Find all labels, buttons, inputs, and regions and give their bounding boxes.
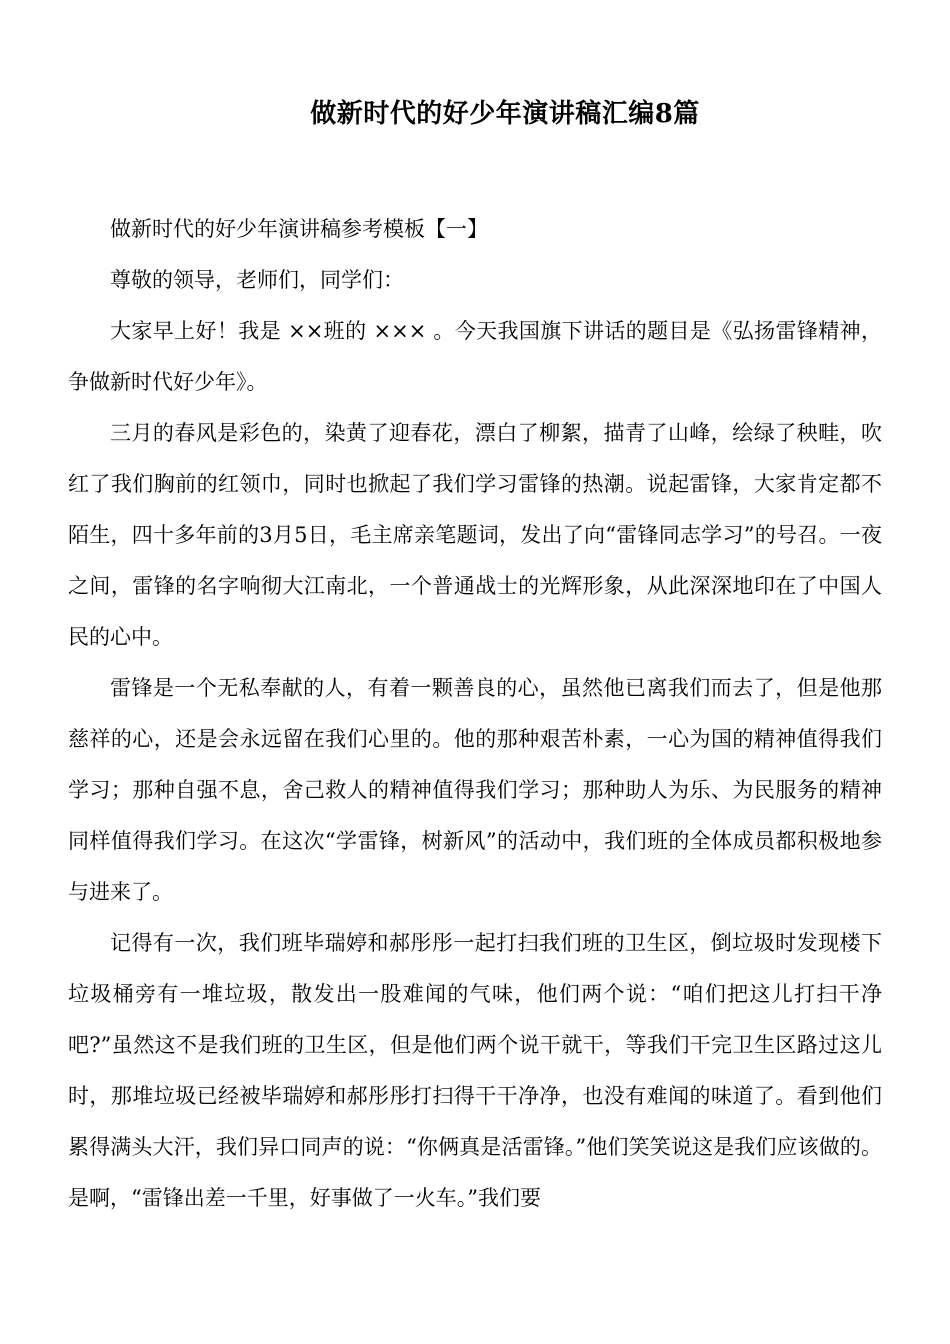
document-body <box>68 204 882 1224</box>
paragraph-story: 记得有一次，我们班毕瑞婷和郝彤彤一起打扫我们班的卫生区，倒垃圾时发现楼下垃圾桶旁有一堆垃圾，散发出一股难闻的气味，他们两个说：“咱们把这儿打扫干净吧?”虽然这不是我们班的卫生区，但是他们两个说干就干，等我们干完卫生区路过这儿时，那堆垃圾已经被毕瑞婷和郝彤彤打扫得干干净净，也没有难闻的味道了。看到他们累得满头大汗，我们异口同声的说：“你俩真是活雷锋。”他们笑笑说这是我们应该做的。是啊，“雷锋出差一千里，好事做了一火车。”我们要 <box>68 931 882 1210</box>
paragraph-greeting: 尊敬的领导，老师们，同学们： <box>110 268 404 292</box>
section-heading: 做新时代的好少年演讲稿参考模板【一】 <box>110 217 488 241</box>
paragraph-intro: 大家早上好！我是 ××班的 ××× 。今天我国旗下讲话的题目是《弘扬雷锋精神，争做新时代好少年》。 <box>68 319 882 394</box>
paragraph-spring: 三月的春风是彩色的，染黄了迎春花，漂白了柳絮，描青了山峰，绘绿了秧畦，吹红了我们胸前的红领巾，同时也掀起了我们学习雷锋的热潮。说起雷锋，大家肯定都不陌生，四十多年前的3月5日，毛主席亲笔题词，发出了向“雷锋同志学习”的号召。一夜之间，雷锋的名字响彻大江南北，一个普通战士的光辉形象，从此深深地印在了中国人民的心中。 <box>68 421 882 649</box>
document-title: 做新时代的好少年演讲稿汇编8篇 <box>310 99 700 129</box>
paragraph-leifeng: 雷锋是一个无私奉献的人，有着一颗善良的心，虽然他已离我们而去了，但是他那慈祥的心，还是会永远留在我们心里的。他的那种艰苦朴素，一心为国的精神值得我们学习；那种自强不息，舍己救人的精神值得我们学习；那种助人为乐、为民服务的精神同样值得我们学习。在这次“学雷锋，树新风”的活动中，我们班的全体成员都积极地参与进来了。 <box>68 676 882 904</box>
